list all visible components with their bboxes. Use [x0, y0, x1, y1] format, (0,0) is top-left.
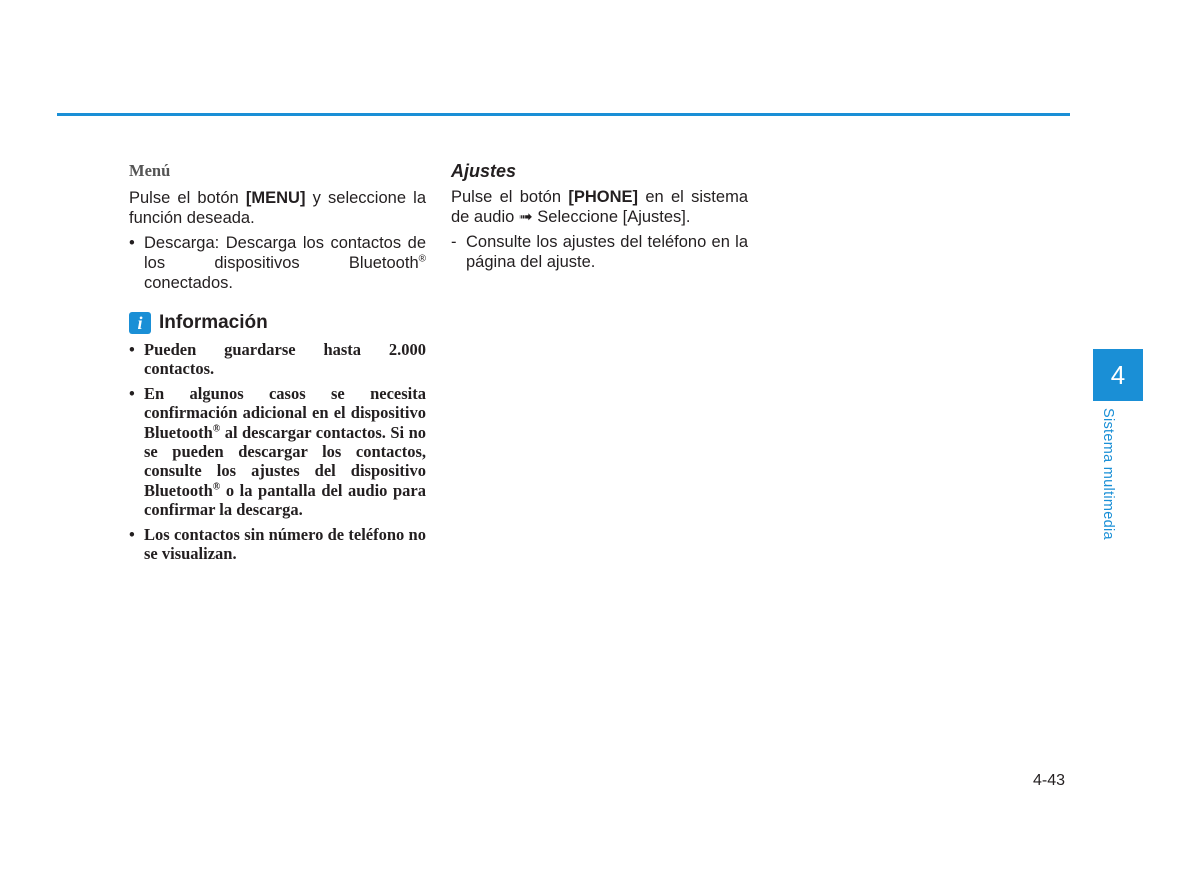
menu-text-1: Pulse el botón	[129, 189, 246, 207]
menu-paragraph	[129, 188, 426, 228]
chapter-tab: 4	[1093, 349, 1143, 401]
info-title: Información	[159, 312, 268, 333]
list-item	[129, 384, 426, 520]
list-item: • Pueden guardarse hasta 2.000 contactos.	[129, 340, 426, 379]
settings-text-2: en el sistema de audio ➟ Seleccione [Ajustes].	[451, 188, 748, 226]
header-rule	[57, 113, 1070, 116]
registered-mark: ®	[418, 253, 426, 265]
settings-text-1: Pulse el botón	[451, 188, 569, 206]
list-item: - Consulte los ajustes del teléfono en la página del ajuste.	[451, 232, 748, 272]
registered-mark: ®	[212, 481, 221, 493]
bullet-text: Descarga: Descarga los contactos de los dispositivos Bluetooth	[144, 234, 426, 272]
list-item	[129, 233, 426, 293]
chapter-label: Sistema multimedia	[1100, 408, 1116, 540]
info-text-a: En algunos casos se necesita confirmación adicional en el dispositivo Bluetooth	[144, 383, 426, 442]
settings-dash-list	[451, 232, 748, 272]
list-item: • Los contactos sin número de teléfono no se visualizan.	[129, 525, 426, 564]
settings-paragraph	[451, 187, 748, 227]
page-number: 4-43	[1033, 772, 1066, 789]
info-list	[129, 340, 426, 563]
info-header	[129, 312, 426, 334]
info-icon: i	[129, 312, 151, 334]
settings-heading: Ajustes	[451, 161, 517, 181]
registered-mark: ®	[212, 423, 221, 435]
middle-column	[451, 160, 748, 272]
menu-bullet-list	[129, 233, 426, 293]
bullet-text-end: conectados.	[144, 274, 233, 292]
left-column	[129, 160, 426, 568]
menu-text-2: y seleccione la función deseada.	[129, 189, 426, 227]
info-text-b: al descargar contactos. Si no se pueden descargar los contactos, consulte los ajustes del dispositivo Bluetooth	[144, 422, 426, 500]
phone-button-label: [PHONE]	[568, 188, 639, 206]
menu-heading: Menú	[129, 161, 171, 180]
info-text-c: o la pantalla del audio para confirmar la descarga.	[144, 480, 426, 520]
menu-button-label: [MENU]	[245, 189, 306, 207]
